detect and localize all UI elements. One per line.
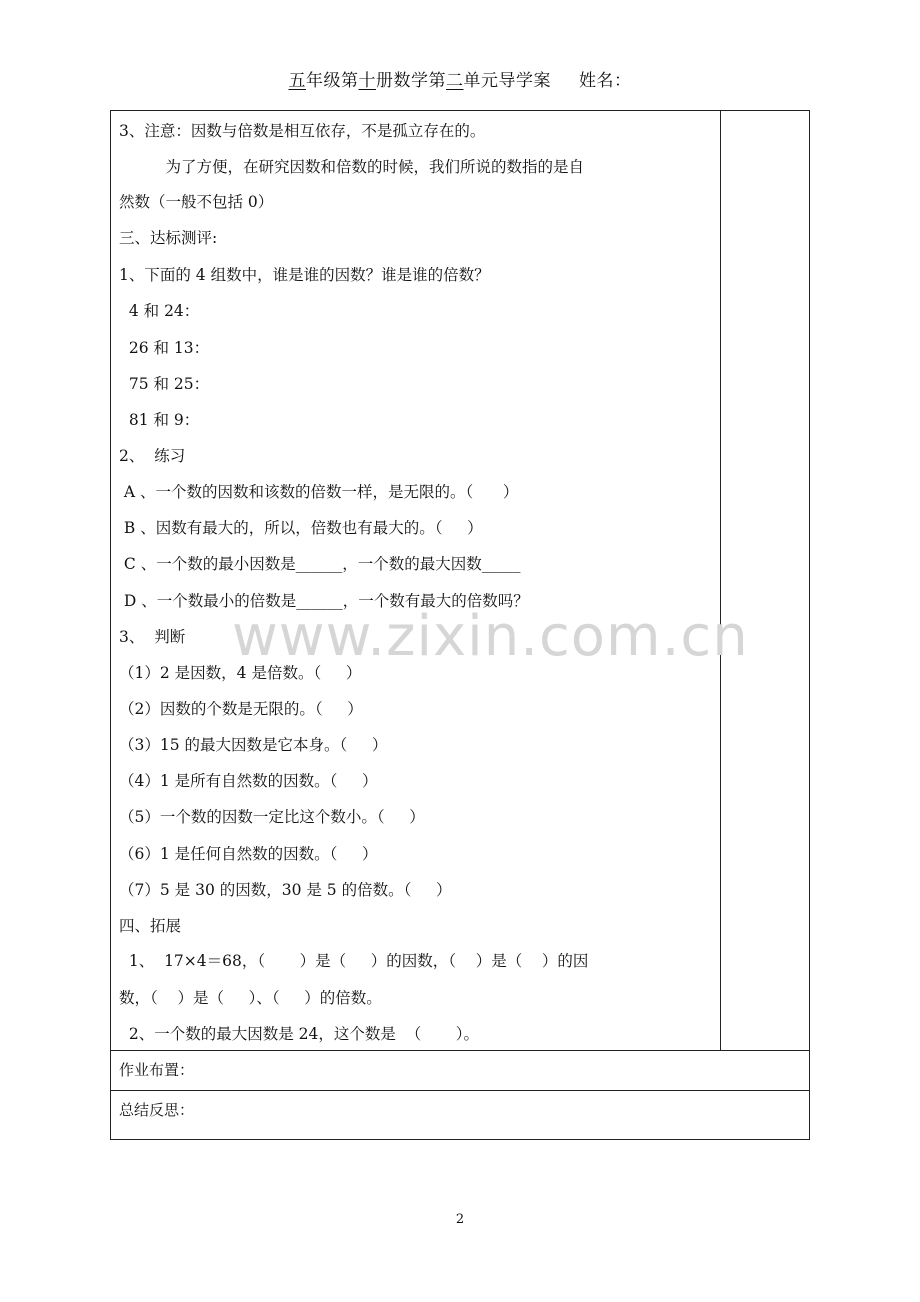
question-2-item: B 、因数有最大的，所以，倍数也有最大的。（ ）: [119, 519, 483, 537]
note-line: 3、注意：因数与倍数是相互依存，不是孤立存在的。: [119, 122, 486, 140]
summary-row: [111, 1091, 809, 1139]
question-1-item: 81 和 9：: [119, 411, 200, 429]
homework-label: 作业布置：: [119, 1061, 195, 1079]
notes-column: [721, 111, 809, 1051]
question-2-item: D 、一个数最小的倍数是______，一个数有最大的倍数吗？: [119, 592, 529, 610]
volume-value: 十: [358, 71, 376, 91]
content-cell: [111, 111, 721, 1051]
summary-label: 总结反思：: [119, 1101, 195, 1119]
question-2-item: A 、一个数的因数和该数的倍数一样，是无限的。（ ）: [119, 483, 519, 501]
question-2-item: C 、一个数的最小因数是______，一个数的最大因数_____: [119, 555, 521, 573]
extend-item-1: 1、 17×4＝68，（ ）是（ ）的因数，（ ）是（ ）的因: [119, 952, 589, 970]
header-text-1: 年级第: [306, 71, 359, 91]
section-heading-extend: 四、拓展: [119, 917, 182, 935]
worksheet-table: [110, 110, 810, 1140]
question-1-item: 4 和 24：: [119, 302, 200, 320]
question-1-item: 26 和 13：: [119, 339, 210, 357]
homework-row: [111, 1051, 809, 1091]
judge-item: （6）1 是任何自然数的因数。（ ）: [119, 845, 378, 863]
judge-item: （4）1 是所有自然数的因数。（ ）: [119, 772, 378, 790]
judge-item: （7）5 是 30 的因数，30 是 5 的倍数。（ ）: [119, 881, 452, 899]
watermark: www.zixin.com.cn: [232, 604, 749, 669]
question-2-heading: 2、 练习: [119, 447, 186, 465]
header-text-3: 单元导学案: [463, 71, 551, 91]
section-heading-test: 三、达标测评:: [119, 229, 218, 247]
question-3-heading: 3、 判断: [119, 628, 186, 646]
page-header: [0, 66, 920, 91]
grade-value: 五: [288, 71, 306, 91]
header-text-2: 册数学第: [376, 71, 446, 91]
extend-item-2: 2、一个数的最大因数是 24，这个数是 （ ）。: [119, 1025, 479, 1043]
question-1: 1、下面的 4 组数中，谁是谁的因数？谁是谁的倍数？: [119, 266, 490, 284]
note-line-3: 然数（一般不包括 0）: [119, 193, 274, 211]
page-number: 2: [455, 1212, 465, 1227]
name-label: 姓名：: [579, 71, 632, 91]
judge-item: （3）15 的最大因数是它本身。（ ）: [119, 736, 388, 754]
note-line-2: 为了方便，在研究因数和倍数的时候，我们所说的数指的是自: [119, 158, 585, 176]
question-1-item: 75 和 25：: [119, 375, 210, 393]
judge-item: （5）一个数的因数一定比这个数小。（ ）: [119, 808, 425, 826]
unit-value: 二: [446, 71, 464, 91]
extend-item-1-cont: 数，（ ）是（ ）、（ ）的倍数。: [119, 989, 382, 1007]
judge-item: （2）因数的个数是无限的。（ ）: [119, 700, 363, 718]
judge-item: （1）2 是因数，4 是倍数。（ ）: [119, 664, 362, 682]
